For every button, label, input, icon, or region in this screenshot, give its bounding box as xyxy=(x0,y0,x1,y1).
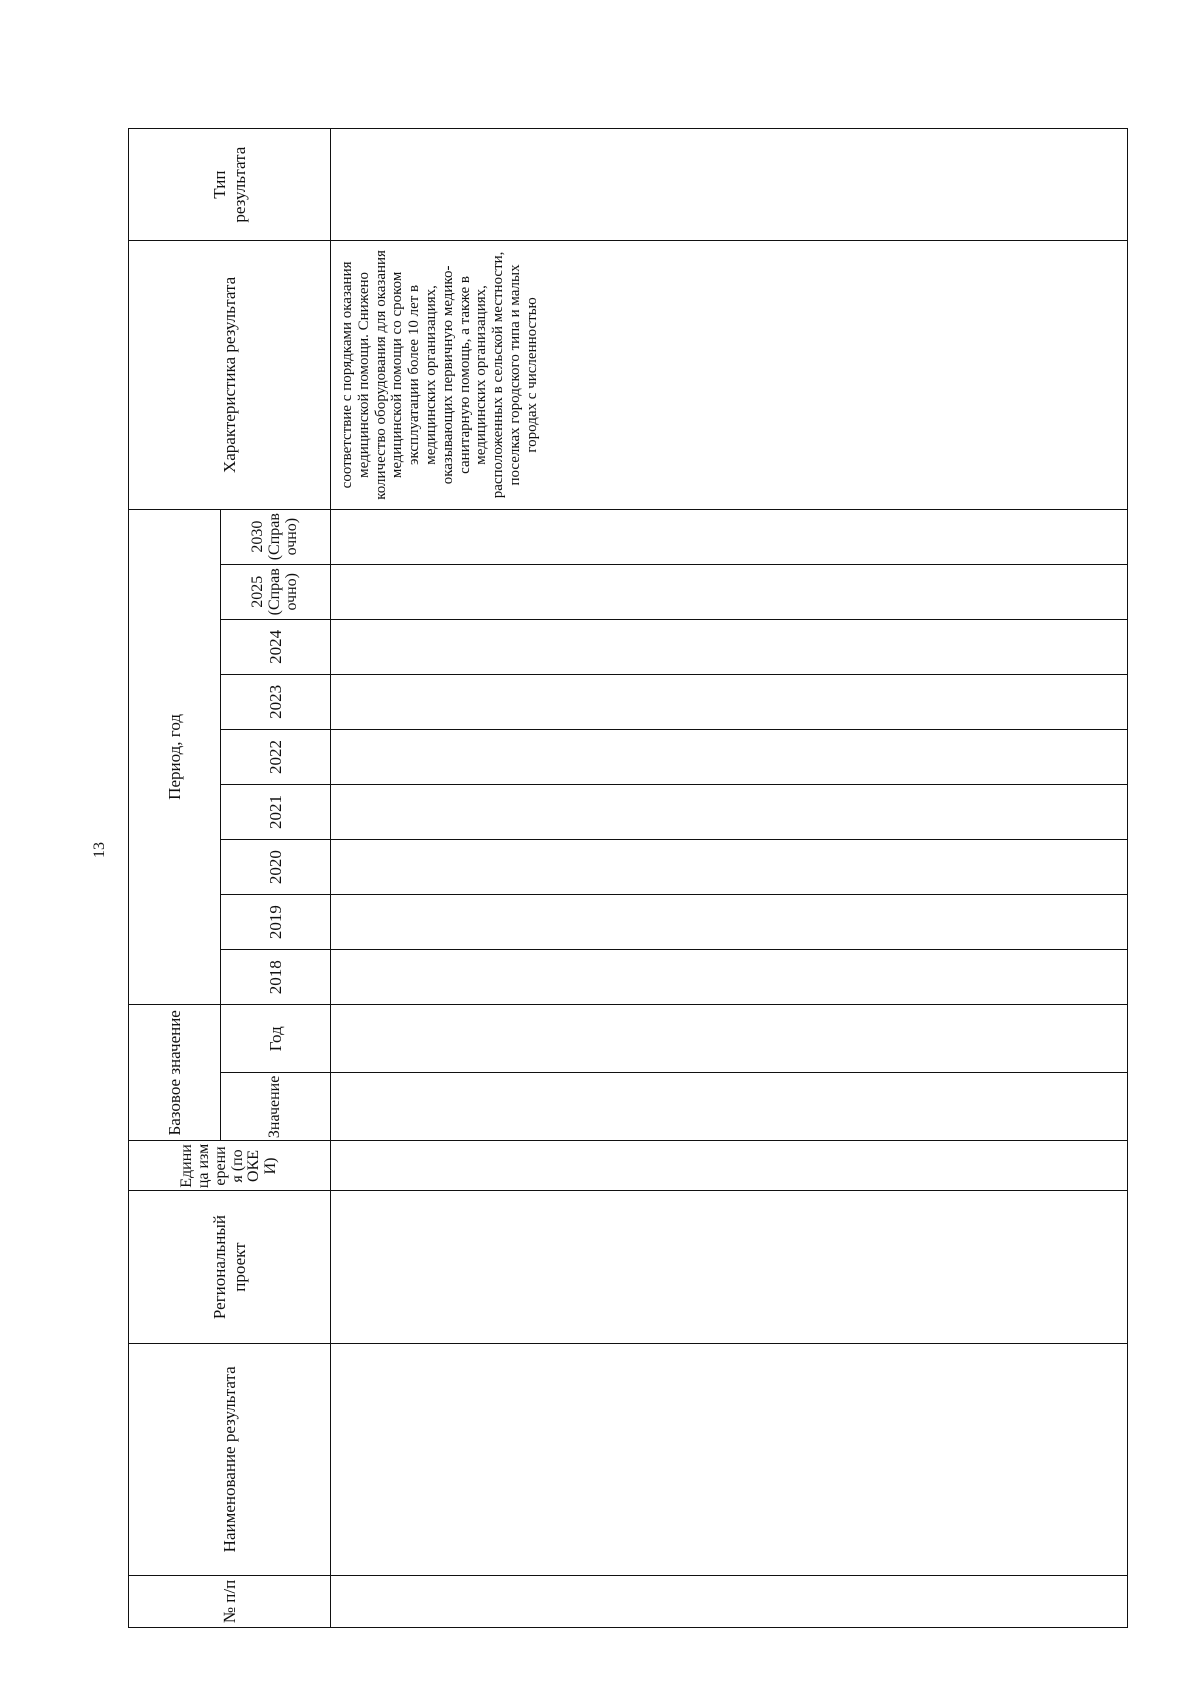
col-base-header: Базовое значение xyxy=(129,1005,221,1141)
year-header: 2022 xyxy=(221,729,331,784)
cell-year xyxy=(331,564,1128,619)
cell-year xyxy=(331,950,1128,1005)
col-project-header: Региональный проект xyxy=(129,1191,331,1343)
cell-project xyxy=(331,1191,1128,1343)
year-header: 2020 xyxy=(221,840,331,895)
cell-year xyxy=(331,509,1128,564)
results-table xyxy=(128,128,1128,1628)
cell-year xyxy=(331,895,1128,950)
cell-characteristic: соответствие с порядками оказания медицинской помощи. Снижено количество оборудования для оказания медицинской помощи со сроком эксплуатации более 10 лет в медицинских организациях, оказывающих первичную медико-санитарную помощь, а также в медицинских организациях, расположенных в сельской местности, поселках городского типа и малых городах с численностью xyxy=(331,241,1128,509)
year-header: 2018 xyxy=(221,950,331,1005)
col-unit-header: Единица измерения (по ОКЕИ) xyxy=(129,1141,331,1191)
col-period-header: Период, год xyxy=(129,509,221,1005)
header-row-1 xyxy=(129,129,221,1628)
col-type-header: Тип результата xyxy=(129,129,331,241)
cell-name xyxy=(331,1343,1128,1575)
year-header: 2021 xyxy=(221,784,331,839)
cell-base-year xyxy=(331,1005,1128,1073)
cell-unit xyxy=(331,1141,1128,1191)
table-row xyxy=(331,129,1128,1628)
col-name-header: Наименование результата xyxy=(129,1343,331,1575)
year-header: 2025 (Справочно) xyxy=(221,564,331,619)
cell-year xyxy=(331,784,1128,839)
col-base-value-header: Значение xyxy=(221,1073,331,1141)
col-base-year-header: Год xyxy=(221,1005,331,1073)
cell-type xyxy=(331,129,1128,241)
col-characteristic-header: Характеристика результата xyxy=(129,241,331,509)
year-header: 2019 xyxy=(221,895,331,950)
cell-year xyxy=(331,840,1128,895)
cell-year xyxy=(331,674,1128,729)
cell-base-value xyxy=(331,1073,1128,1141)
cell-year xyxy=(331,729,1128,784)
cell-num xyxy=(331,1575,1128,1627)
year-header: 2023 xyxy=(221,674,331,729)
year-header: 2030 (Справочно) xyxy=(221,509,331,564)
cell-year xyxy=(331,619,1128,674)
col-num-header: № п/п xyxy=(129,1575,331,1627)
results-table-container xyxy=(128,128,1128,1628)
year-header: 2024 xyxy=(221,619,331,674)
page-number: 13 xyxy=(91,842,108,858)
